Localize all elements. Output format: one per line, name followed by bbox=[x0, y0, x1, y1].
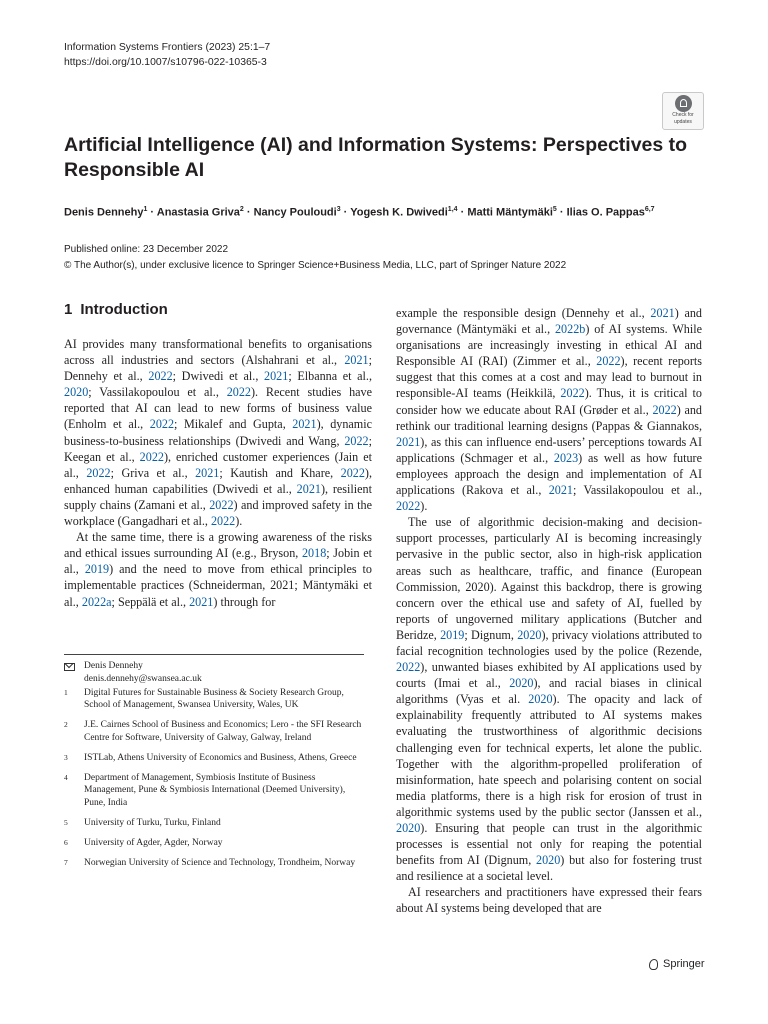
citation-link[interactable]: 2022 bbox=[396, 660, 421, 675]
paragraph-text: The use of algorithmic decision-making and decision-support processes, particularly AI is becoming increasingly pervasive in the public sector, also in high-risk application areas such as healthcare, traffic, and finance (European Commission, 2020). Against this backdrop, there is growing concern over the ethical use and safety of AI, fuelled by reports of ungoverned military applications (Butcher and Beridze, bbox=[396, 515, 702, 642]
citation-link[interactable]: 2022 bbox=[560, 386, 585, 401]
body-paragraph bbox=[64, 529, 372, 609]
citation-link[interactable]: 2020 bbox=[64, 385, 89, 400]
badge-line-2: updates bbox=[674, 118, 692, 125]
citation-link[interactable]: 2021 bbox=[396, 434, 421, 449]
affiliation-item bbox=[64, 687, 364, 713]
copyright-line: © The Author(s), under exclusive licence to Springer Science+Business Media, LLC, part of Springer Nature 2022 bbox=[64, 259, 567, 271]
paragraph-text: ), resilient supply chains (Zamani et al., bbox=[64, 481, 372, 512]
author-separator: · bbox=[147, 206, 157, 219]
publisher-name: Springer bbox=[663, 958, 705, 970]
paragraph-text: ; Vassilakopoulou et al., bbox=[573, 483, 702, 498]
citation-link[interactable]: 2022 bbox=[148, 369, 173, 384]
affiliation-item bbox=[64, 752, 364, 765]
citation-link[interactable]: 2022 bbox=[149, 417, 175, 432]
citation-link[interactable]: 2018 bbox=[301, 546, 327, 561]
citation-link[interactable]: 2020 bbox=[528, 692, 553, 707]
citation-link[interactable]: 2021 bbox=[292, 417, 317, 432]
affiliation-item bbox=[64, 857, 364, 870]
citation-link[interactable]: 2022 bbox=[209, 497, 234, 512]
body-paragraph bbox=[64, 336, 372, 529]
affiliation-item bbox=[64, 837, 364, 850]
left-column bbox=[64, 336, 372, 610]
affiliation-item bbox=[64, 719, 364, 745]
paragraph-text: ) and governance (Mäntymäki et al., bbox=[396, 306, 702, 337]
paragraph-text: ; Jobin et al., bbox=[64, 546, 373, 577]
paragraph-text: ). The opacity and lack of explainability frequently attributed to AI systems makes evaluating the trustworthiness of algorithmic decisions challenging even for technical experts, let alone the public. Together with the algorithm-propelled proliferation of misinformation, hate speech and polarising content on social media platforms, there is a high risk for erosion of trust in algorithmic systems used by the public sector (Janssen et al., bbox=[396, 692, 702, 819]
affiliation-number: 7 bbox=[64, 857, 68, 867]
author-name[interactable]: Anastasia Griva bbox=[156, 206, 240, 219]
paragraph-text: ), enhanced human capabilities (Dwivedi et al., bbox=[64, 465, 372, 496]
citation-link[interactable]: 2022 bbox=[652, 402, 677, 417]
author-affiliation-marker: 5 bbox=[552, 206, 557, 213]
paragraph-text: ; Kautish and Khare, bbox=[219, 465, 341, 480]
paragraph-text: ) through for bbox=[213, 594, 276, 609]
citation-link[interactable]: 2022 bbox=[396, 499, 421, 514]
paragraph-text: ), enriched customer experiences (Jain et al., bbox=[64, 449, 372, 480]
publication-info bbox=[64, 242, 566, 273]
affiliation-number: 5 bbox=[64, 817, 68, 827]
citation-link[interactable]: 2022 bbox=[344, 433, 369, 448]
author-name[interactable]: Matti Mäntymäki bbox=[467, 206, 553, 219]
paragraph-text: example the responsible design (Dennehy et al., bbox=[396, 306, 651, 320]
doi-link[interactable]: https://doi.org/10.1007/s10796-022-10365-3 bbox=[64, 57, 267, 68]
paragraph-text: ). bbox=[420, 499, 428, 514]
affiliation-text: J.E. Cairnes School of Business and Economics; Lero - the SFI Research Centre for Software, University of Galway, Galway, Ireland bbox=[84, 720, 362, 743]
publisher-logo bbox=[648, 958, 705, 970]
paragraph-text: ), unwanted biases exhibited by AI applications used by courts (Imai et al., bbox=[396, 660, 702, 691]
paragraph-text: AI provides many transformational benefits to organisations across all industries and sectors (Alshahrani et al., bbox=[64, 337, 372, 368]
paragraph-text: At the same time, there is a growing awareness of the risks and ethical issues surrounding AI (e.g., Bryson, bbox=[64, 530, 372, 561]
author-affiliation-marker: 1,4 bbox=[447, 206, 458, 213]
citation-link[interactable]: 2021 bbox=[264, 369, 289, 384]
paragraph-text: ; Vassilakopoulou et al., bbox=[88, 385, 227, 400]
affiliation-text: ISTLab, Athens University of Economics and Business, Athens, Greece bbox=[84, 752, 357, 763]
author-name[interactable]: Ilias O. Pappas bbox=[566, 206, 645, 219]
paragraph-text: ), as this can influence end-users’ perceptions towards AI applications (Schmager et al., bbox=[396, 434, 702, 465]
paragraph-text: ; Mikalef and Gupta, bbox=[174, 417, 293, 432]
citation-link[interactable]: 2021 bbox=[650, 306, 675, 320]
paragraph-text: ), and racial biases in clinical algorithms (Vyas et al. bbox=[396, 676, 702, 707]
author-separator: · bbox=[556, 206, 567, 219]
section-title: Introduction bbox=[80, 301, 168, 318]
paragraph-text: AI researchers and practitioners have expressed their fears about AI systems being developed that are bbox=[396, 885, 702, 916]
paper-title: Artificial Intelligence (AI) and Information Systems: Perspectives to Responsible AI bbox=[64, 134, 688, 181]
citation-link[interactable]: 2021 bbox=[548, 483, 573, 498]
check-for-updates-icon bbox=[675, 95, 692, 112]
paragraph-text: ; Elbanna et al., bbox=[288, 369, 372, 384]
author-list bbox=[64, 203, 724, 220]
affiliation-number: 3 bbox=[64, 752, 68, 762]
section-heading bbox=[64, 301, 168, 318]
affiliation-text: University of Agder, Agder, Norway bbox=[84, 837, 223, 848]
author-name[interactable]: Denis Dennehy bbox=[64, 206, 144, 219]
paragraph-text: ) and rethink our traditional learning designs (Pappas & Giannakos, bbox=[396, 402, 703, 433]
corresponding-email[interactable]: denis.dennehy@swansea.ac.uk bbox=[84, 673, 202, 684]
citation-link[interactable]: 2021 bbox=[189, 594, 214, 609]
affiliation-text: Norwegian University of Science and Technology, Trondheim, Norway bbox=[84, 857, 356, 868]
citation-link[interactable]: 2021 bbox=[296, 481, 321, 496]
citation-link[interactable]: 2019 bbox=[440, 627, 465, 642]
citation-link[interactable]: 2022b bbox=[554, 322, 586, 337]
citation-link[interactable]: 2019 bbox=[84, 562, 110, 577]
author-affiliation-marker: 1 bbox=[143, 206, 148, 213]
citation-link[interactable]: 2022 bbox=[226, 385, 251, 400]
paragraph-text: ) as well as how future employees approach the design and implementation of AI applications (Rakova et al., bbox=[396, 450, 702, 498]
citation-link[interactable]: 2022 bbox=[210, 514, 236, 529]
body-paragraph bbox=[396, 305, 702, 514]
affiliation-item bbox=[64, 817, 364, 830]
paragraph-text: ), dynamic business-to-business relationships (Dwivedi and Wang, bbox=[64, 417, 372, 448]
author-affiliation-marker: 3 bbox=[336, 206, 341, 213]
check-for-updates-badge[interactable] bbox=[662, 92, 704, 130]
affiliation-number: 2 bbox=[64, 720, 68, 730]
paragraph-text: ). Ensuring that people can trust in the algorithmic processes is essential not only for reaping the potential benefits from AI (Dignum, bbox=[396, 821, 702, 868]
citation-link[interactable]: 2020 bbox=[517, 627, 542, 642]
springer-horse-icon bbox=[648, 958, 659, 970]
paragraph-text: ; Griva et al., bbox=[110, 465, 196, 480]
footnotes bbox=[64, 654, 364, 869]
badge-line-1: Check for bbox=[672, 112, 694, 118]
paragraph-text: ). Thus, it is critical to consider how we educate about RAI (Grøder et al., bbox=[396, 386, 702, 417]
paragraph-text: ), recent reports suggest that this comes at a cost and may lead to burnout in responsible-AI teams (Heikkilä, bbox=[396, 354, 702, 401]
journal-header bbox=[64, 40, 270, 70]
citation-link[interactable]: 2022 bbox=[596, 354, 621, 369]
affiliation-number: 6 bbox=[64, 837, 68, 847]
author-separator: · bbox=[457, 206, 468, 219]
author-name[interactable]: Nancy Pouloudi bbox=[253, 206, 337, 219]
author-separator: · bbox=[340, 206, 351, 219]
author-name[interactable]: Yogesh K. Dwivedi bbox=[350, 206, 448, 219]
section-number: 1 bbox=[64, 301, 73, 318]
paragraph-text: ) and improved safety in the workplace (Gangadhari et al., bbox=[64, 497, 372, 529]
citation-link[interactable]: 2022 bbox=[139, 449, 164, 464]
affiliation-text: Digital Futures for Sustainable Business & Society Research Group, School of Management, Swansea University, Wales, UK bbox=[84, 687, 344, 711]
citation-link[interactable]: 2020 bbox=[509, 676, 534, 691]
affiliation-list bbox=[64, 687, 364, 870]
citation-link[interactable]: 2021 bbox=[344, 353, 369, 368]
affiliation-item bbox=[64, 772, 364, 810]
affiliation-text: Department of Management, Symbiosis Institute of Business Management, Pune & Symbiosis International (Deemed University), Pune, India bbox=[84, 772, 346, 809]
paragraph-text: ; Keegan et al., bbox=[64, 433, 372, 464]
journal-citation: Information Systems Frontiers (2023) 25:1–7 bbox=[64, 42, 271, 53]
paragraph-text: ; Dignum, bbox=[464, 627, 518, 642]
paragraph-text: ). bbox=[235, 514, 243, 529]
citation-link[interactable]: 2023 bbox=[553, 450, 579, 465]
citation-link[interactable]: 2022 bbox=[86, 465, 111, 480]
citation-link[interactable]: 2020 bbox=[536, 853, 561, 868]
envelope-icon bbox=[64, 663, 75, 671]
body-paragraph bbox=[396, 884, 702, 916]
paragraph-text: ; Dwivedi et al., bbox=[172, 369, 265, 384]
citation-link[interactable]: 2022 bbox=[340, 465, 365, 480]
paragraph-text: ) and the need to move from ethical principles to implementable practices (Schneiderman, 2021; Mäntymäki et al., bbox=[64, 562, 373, 609]
corresponding-name: Denis Dennehy bbox=[84, 661, 143, 671]
citation-link[interactable]: 2020 bbox=[396, 821, 421, 835]
paragraph-text: ; Dennehy et al., bbox=[64, 353, 372, 384]
author-affiliation-marker: 6,7 bbox=[644, 206, 655, 213]
right-column bbox=[396, 305, 702, 917]
paragraph-text: ) of AI systems. While organisations are increasingly investing in ethical AI and Responsible AI (RAI) (Zimmer et al., bbox=[396, 322, 702, 369]
paragraph-text: ). Recent studies have reported that AI can lead to new forms of business value (Enholm et al., bbox=[64, 385, 372, 432]
affiliation-number: 1 bbox=[64, 687, 68, 697]
paragraph-text: ; Seppälä et al., bbox=[111, 594, 190, 609]
citation-link[interactable]: 2021 bbox=[195, 465, 220, 480]
paragraph-text: ) but also for fostering trust and resilience at a societal level. bbox=[396, 853, 703, 884]
published-date: Published online: 23 December 2022 bbox=[64, 244, 228, 255]
citation-link[interactable]: 2022a bbox=[81, 594, 112, 609]
body-paragraph bbox=[396, 514, 702, 884]
affiliation-text: University of Turku, Turku, Finland bbox=[84, 817, 221, 828]
paragraph-text: ), privacy violations attributed to facial recognition technologies used by the police (Rezende, bbox=[396, 627, 702, 658]
author-separator: · bbox=[243, 206, 254, 219]
corresponding-author bbox=[64, 660, 364, 686]
author-affiliation-marker: 2 bbox=[239, 206, 244, 213]
affiliation-number: 4 bbox=[64, 772, 68, 782]
